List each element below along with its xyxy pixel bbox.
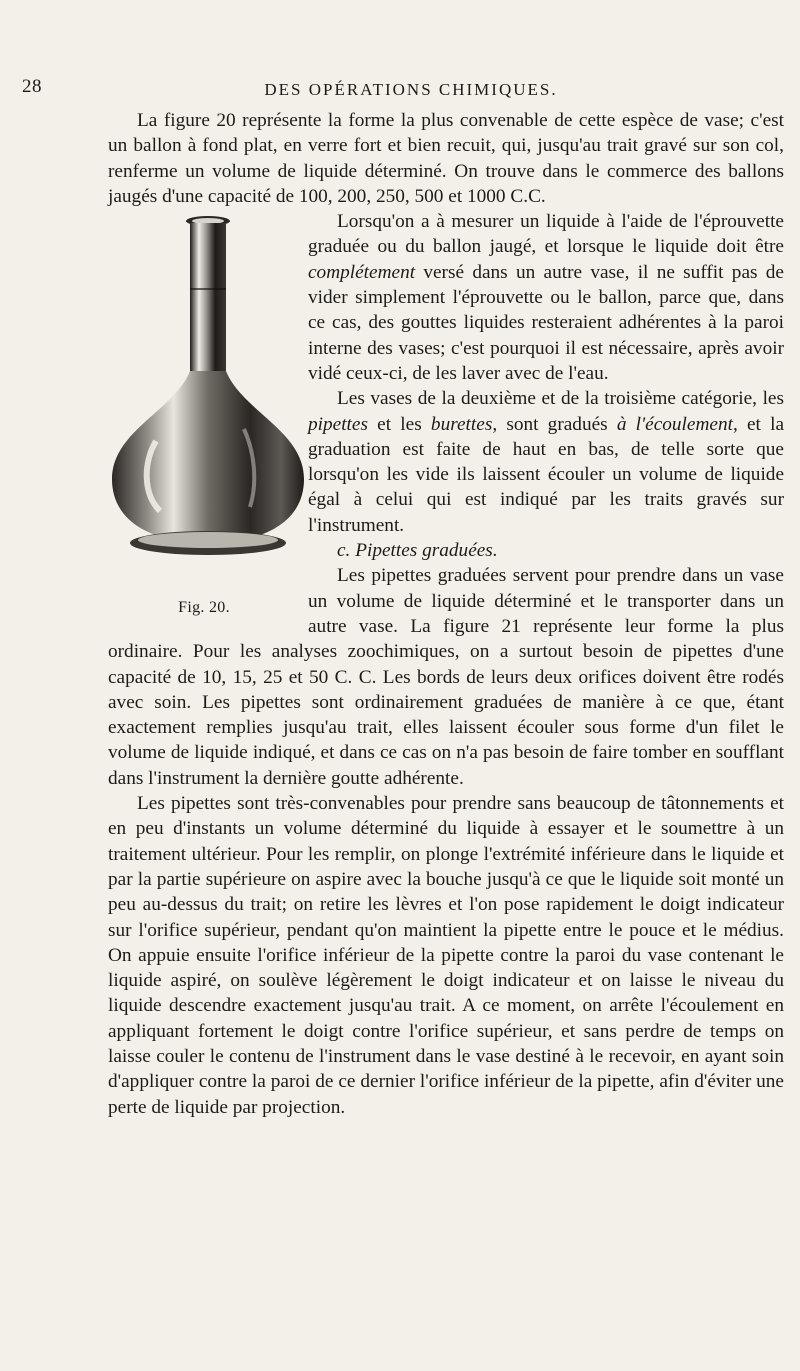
figure-caption: Fig. 20. — [178, 599, 230, 617]
running-title: DES OPÉRATIONS CHIMIQUES. — [264, 80, 558, 99]
paragraph-5: Les pipettes sont très-convenables pour prendre sans beaucoup de tâtonnements et en peu d'instants un volume déterminé du liquide à essayer et le soumettre à un traitement ultérieur. Pour les remplir, on plonge l'extrémité inférieure dans le liquide et par la partie supérieure on aspire avec la bouche jusqu'à ce que le liquide soit monté un peu au-dessus du trait; on retire les lèvres et l'on pose rapidement le doigt indicateur sur l'orifice supérieur, pendant qu'on maintient la pipette entre le pouce et le médius. On appuie ensuite l'orifice inférieur de la pipette contre la paroi du vase contenant le liquide aspiré, on soulève légèrement le doigt indicateur et on laisse le niveau du liquide descendre exactement jusqu'au trait. A ce moment, on arrête l'écoulement en appliquant fortement le doigt contre l'orifice supérieur, et sans perdre de temps on laisse couler le contenu de l'instrument dans le vase destiné à le recevoir, en ayant soin d'appliquer contre la paroi de ce dernier l'orifice inférieur de la pipette, afin d'éviter une perte de liquide par projection. — [108, 793, 784, 1118]
paragraph-1-text: La figure 20 représente la forme la plus convenable de cette espèce de vase; c'est un ballon à fond plat, en verre fort et bien recuit, qui, jusqu'au trait gravé sur son col, renferme un volume de liquide déterminé. On trouve dans le commerce des ballons jaugés d'une capacité de 100, 200, 250, 500 et 1000 C.C. — [108, 110, 784, 207]
body-text — [108, 108, 784, 1120]
paragraph-3-text-c: , sont gradués — [492, 413, 617, 435]
paragraph-3-text-a: Les vases de la deuxième et de la troisième catégorie, les — [337, 388, 784, 410]
running-head — [0, 76, 800, 106]
section-heading: c. Pipettes graduées. — [337, 540, 498, 562]
emphasis-burettes: burettes — [430, 413, 493, 435]
paragraph-2-text-b: versé dans un autre vase, il ne suffit pas de vider simplement l'éprouvette ou le ballon, parce que, dans ce cas, des gouttes liquides resteraient adhérentes à la paroi interne des vases; c'est pourquoi il est nécessaire, après avoir vidé ceux-ci, de les laver avec de l'eau. — [308, 261, 784, 384]
paragraph-3-text-b: et les — [367, 413, 431, 435]
figure-20 — [104, 211, 304, 619]
emphasis-completement: complétement — [308, 261, 416, 283]
paragraph-3-text-d: , et la graduation est faite de haut en bas, de telle sorte que lorsqu'on les vide ils laissent écouler un volume de liquide égal à celui qui est indiqué par les traits gravés sur l'instrument. — [308, 413, 785, 536]
page-number: 28 — [22, 76, 42, 97]
emphasis-pipettes: pipettes — [308, 413, 368, 435]
paragraph-4: Les pipettes graduées servent pour prendre dans un vase un volume de liquide déterminé et le transporter dans un autre vase. La figure 21 représente leur forme la plus ordinaire. Pour les analyses zoochimiques, on a surtout besoin de pipettes d'une capacité de 10, 15, 25 et 50 C. C. Les bords de leurs deux orifices doivent être rodés avec soin. Les pipettes sont ordinairement graduées de manière à ce que, étant exactement remplies jusqu'au trait, elles laissent écouler sous forme d'un filet le volume de liquide indiqué, et dans ce cas on n'a pas besoin de faire tomber en soufflant dans l'instrument la dernière goutte adhérente. — [108, 565, 784, 789]
paragraph-2-text-a: Lorsqu'on a à mesurer un liquide à l'aide de l'éprouvette graduée ou du ballon jaugé, et lorsque le liquide doit être — [308, 211, 784, 258]
flask-illustration-icon — [104, 211, 304, 593]
emphasis-ecoulement: à l'écoulement — [616, 413, 733, 435]
paragraph-1 — [108, 108, 784, 209]
